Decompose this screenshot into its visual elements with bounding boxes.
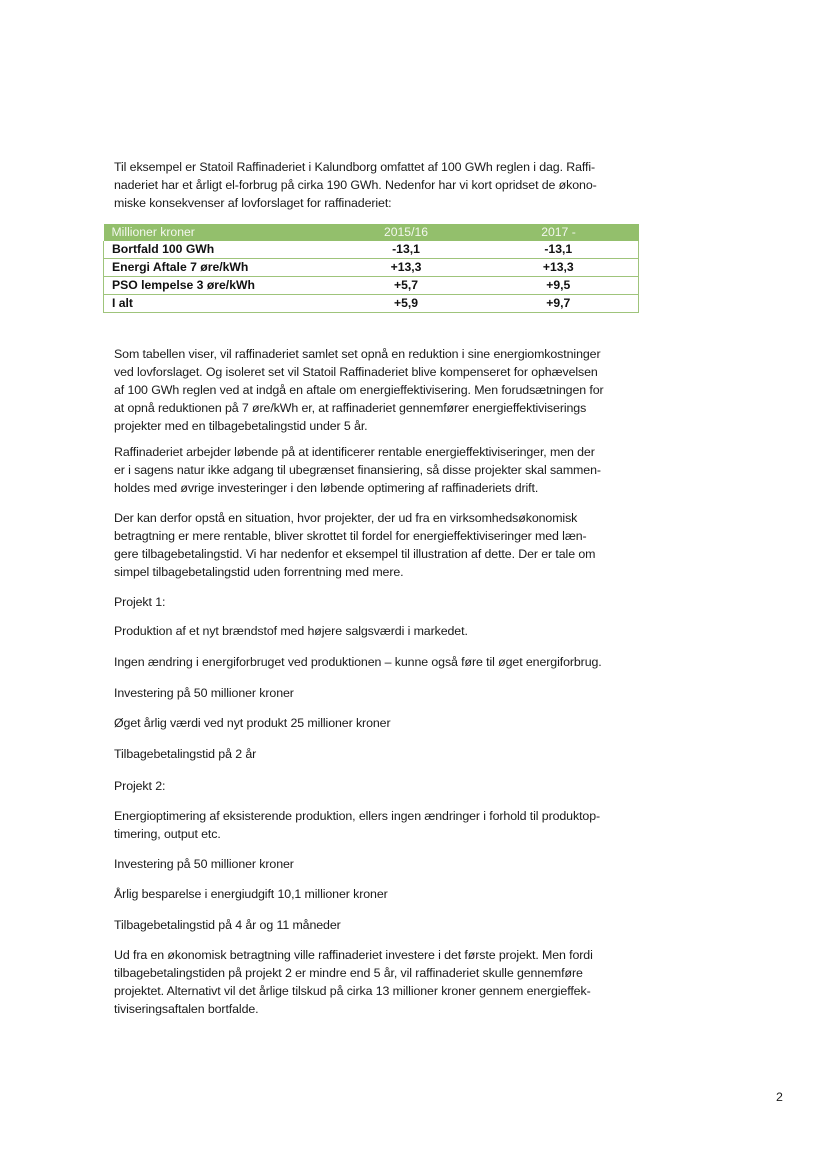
paragraph-line: Ingen ændring i energiforbruget ved produktionen – kunne også føre til øget energiforbrug.	[114, 655, 602, 669]
paragraph-line: gere tilbagebetalingstid. Vi har nedenfor et eksempel til illustration af dette. Der er tale om	[114, 547, 596, 561]
row-value-2017: +13,3	[479, 259, 639, 277]
body-paragraph	[114, 345, 644, 435]
paragraph-line: Projekt 1:	[114, 595, 166, 609]
body-paragraph	[114, 684, 644, 702]
paragraph-line: Tilbagebetalingstid på 4 år og 11 måneder	[114, 918, 341, 932]
paragraph-line: timering, output etc.	[114, 827, 221, 841]
table-row	[104, 241, 639, 259]
conclusion-paragraph	[114, 946, 644, 1018]
paragraph-line: Investering på 50 millioner kroner	[114, 686, 294, 700]
body-paragraph	[114, 622, 644, 640]
paragraph-line: tilbagebetalingstiden på projekt 2 er mindre end 5 år, vil raffinaderiet skulle gennemføre	[114, 966, 583, 980]
intro-paragraph	[114, 158, 644, 212]
table-header-2015: 2015/16	[334, 224, 479, 241]
row-value-2015: +13,3	[334, 259, 479, 277]
row-label: Bortfald 100 GWh	[104, 241, 334, 259]
paragraph-line: Investering på 50 millioner kroner	[114, 857, 294, 871]
body-paragraph	[114, 916, 644, 934]
table-row	[104, 277, 639, 295]
paragraph-line: projektet. Alternativt vil det årlige tilskud på cirka 13 millioner kroner gennem energieffek-	[114, 984, 591, 998]
paragraph-line: projekter med en tilbagebetalingstid under 5 år.	[114, 419, 368, 433]
row-value-2015: +5,9	[334, 295, 479, 313]
row-label: I alt	[104, 295, 334, 313]
paragraph-line: holdes med øvrige investeringer i den løbende optimering af raffinaderiets drift.	[114, 481, 539, 495]
body-paragraph	[114, 443, 644, 497]
paragraph-line: Årlig besparelse i energiudgift 10,1 millioner kroner	[114, 887, 388, 901]
paragraph-line: Energioptimering af eksisterende produktion, ellers ingen ændringer i forhold til produktop-	[114, 809, 601, 823]
paragraph-line: er i sagens natur ikke adgang til ubegrænset finansiering, så disse projekter skal sammen-	[114, 463, 601, 477]
body-paragraph	[114, 855, 644, 873]
intro-line: naderiet har et årligt el-forbrug på cirka 190 GWh. Nedenfor har vi kort opridset de økono-	[114, 178, 597, 192]
row-value-2017: +9,7	[479, 295, 639, 313]
table-header-row	[104, 224, 639, 241]
intro-line: Til eksempel er Statoil Raffinaderiet i Kalundborg omfattet af 100 GWh reglen i dag. Raffi-	[114, 160, 596, 174]
project-1-heading	[114, 593, 644, 611]
body-paragraph	[114, 509, 644, 581]
body-paragraph	[114, 745, 644, 763]
paragraph-line: Som tabellen viser, vil raffinaderiet samlet set opnå en reduktion i sine energiomkostninger	[114, 347, 601, 361]
row-label: Energi Aftale 7 øre/kWh	[104, 259, 334, 277]
row-value-2015: +5,7	[334, 277, 479, 295]
paragraph-line: Øget årlig værdi ved nyt produkt 25 millioner kroner	[114, 716, 391, 730]
paragraph-line: betragtning er mere rentable, bliver skrottet til fordel for energieffektiviseringer med læn-	[114, 529, 587, 543]
row-value-2017: -13,1	[479, 241, 639, 259]
paragraph-line: at opnå reduktionen på 7 øre/kWh er, at raffinaderiet gennemfører energieffektiviserings	[114, 401, 587, 415]
body-paragraph	[114, 885, 644, 903]
body-paragraph	[114, 807, 644, 843]
paragraph-line: Ud fra en økonomisk betragtning ville raffinaderiet investere i det første projekt. Men fordi	[114, 948, 593, 962]
table-total-row	[104, 295, 639, 313]
paragraph-line: Produktion af et nyt brændstof med højere salgsværdi i markedet.	[114, 624, 468, 638]
table-row	[104, 259, 639, 277]
project-2-heading	[114, 777, 644, 795]
page-number: 2	[776, 1090, 783, 1104]
paragraph-line: Projekt 2:	[114, 779, 166, 793]
table-header-2017: 2017 -	[479, 224, 639, 241]
paragraph-line: ved lovforslaget. Og isoleret set vil Statoil Raffinaderiet blive kompenseret for ophævelsen	[114, 365, 598, 379]
table-header-label: Millioner kroner	[104, 224, 334, 241]
body-paragraph	[114, 714, 644, 732]
paragraph-line: af 100 GWh reglen ved at indgå en aftale om energieffektivisering. Men forudsætningen for	[114, 383, 604, 397]
row-value-2015: -13,1	[334, 241, 479, 259]
intro-line: miske konsekvenser af lovforslaget for raffinaderiet:	[114, 196, 392, 210]
row-value-2017: +9,5	[479, 277, 639, 295]
paragraph-line: Der kan derfor opstå en situation, hvor projekter, der ud fra en virksomhedsøkonomisk	[114, 511, 578, 525]
body-paragraph	[114, 653, 644, 671]
row-label: PSO lempelse 3 øre/kWh	[104, 277, 334, 295]
paragraph-line: Raffinaderiet arbejder løbende på at identificerer rentable energieffektiviseringer, men der	[114, 445, 595, 459]
paragraph-line: tiviseringsaftalen bortfalde.	[114, 1002, 259, 1016]
paragraph-line: simpel tilbagebetalingstid uden forrentning med mere.	[114, 565, 404, 579]
economics-table	[103, 224, 639, 313]
paragraph-line: Tilbagebetalingstid på 2 år	[114, 747, 257, 761]
